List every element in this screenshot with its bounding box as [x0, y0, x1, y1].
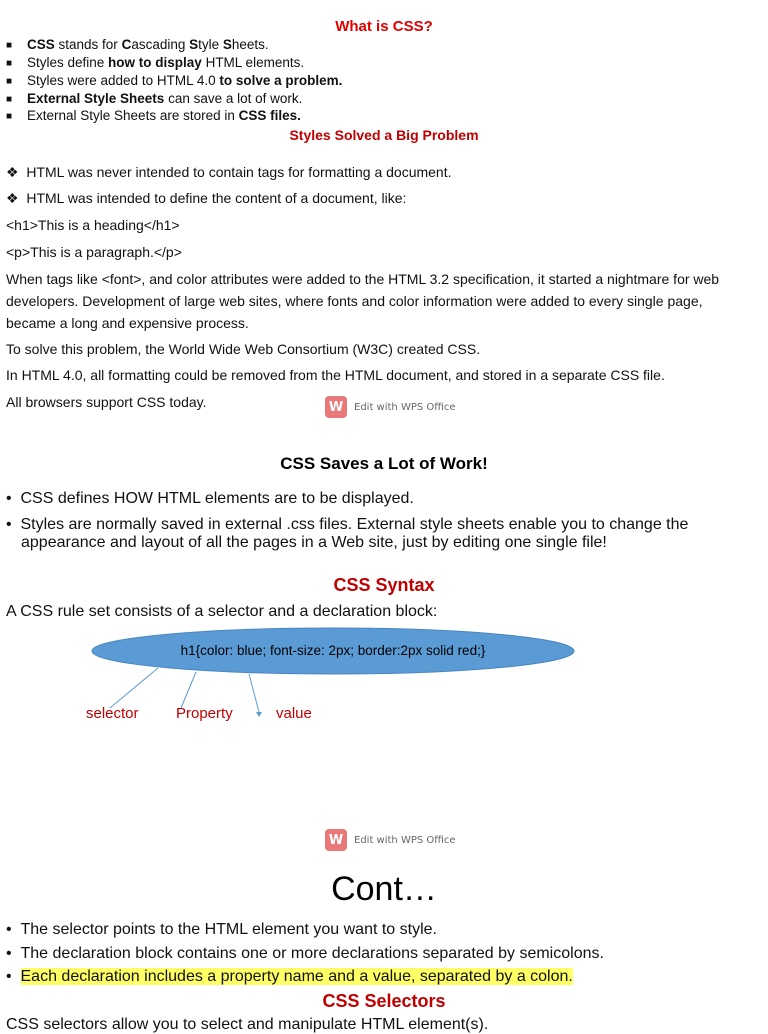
list-item: ■ CSS stands for Cascading Style Sheets. — [6, 37, 269, 52]
styles-solved-title: Styles Solved a Big Problem — [289, 127, 479, 143]
property-label: Property — [176, 705, 233, 722]
rule-code-text: h1{color: blue; font-size: 2px; border:2px solid red;} — [180, 643, 486, 658]
diamond-bullet: ❖ HTML was intended to define the content of a document, like: — [6, 190, 407, 206]
paragraph: All browsers support CSS today. — [6, 394, 207, 410]
paragraph: In HTML 4.0, all formatting could be removed from the HTML document, and stored in a separate CSS file. — [6, 367, 665, 383]
arrow-head-icon — [256, 712, 262, 717]
value-label: value — [276, 705, 312, 722]
list-item: ■ External Style Sheets can save a lot of work. — [6, 91, 303, 106]
what-is-css-title: What is CSS? — [335, 18, 433, 35]
wps-logo-icon: W — [325, 829, 347, 851]
value-pointer-line — [249, 674, 259, 712]
list-item: ■ External Style Sheets are stored in CSS files. — [6, 108, 301, 123]
list-item: ■ Styles define how to display HTML elements. — [6, 55, 305, 70]
syntax-intro: A CSS rule set consists of a selector and a declaration block: — [6, 603, 438, 620]
selector-pointer-line — [110, 668, 158, 708]
list-item: ■ Styles were added to HTML 4.0 to solve a problem. — [6, 73, 343, 88]
wps-logo-icon: W — [325, 396, 347, 418]
list-item: • CSS defines HOW HTML elements are to be displayed. — [6, 490, 414, 507]
wps-watermark[interactable] — [325, 396, 456, 418]
list-item-continuation: appearance and layout of all the pages in a Web site, just by editing one single file! — [21, 534, 607, 551]
list-item: • The declaration block contains one or more declarations separated by semicolons. — [6, 945, 604, 962]
cont-title: Cont… — [331, 870, 437, 908]
selectors-intro: CSS selectors allow you to select and manipulate HTML element(s). — [6, 1016, 489, 1033]
code-example: <h1>This is a heading</h1> — [6, 217, 180, 233]
highlighted-text: Each declaration includes a property name and a value, separated by a colon. — [20, 968, 573, 985]
paragraph: When tags like <font>, and color attributes were added to the HTML 3.2 specification, it started a nightmare for web developers. Development of large web sites, where fonts and color information were added to every single page, became a long and expensive process. — [6, 271, 720, 331]
diamond-icon: ❖ — [6, 164, 19, 180]
list-item: • The selector points to the HTML element you want to style. — [6, 921, 437, 938]
css-saves-title: CSS Saves a Lot of Work! — [280, 454, 488, 473]
paragraph: To solve this problem, the World Wide Web Consortium (W3C) created CSS. — [6, 341, 481, 357]
wps-label: Edit with WPS Office — [354, 834, 456, 846]
diamond-icon: ❖ — [6, 190, 19, 206]
property-pointer-line — [181, 672, 196, 708]
selector-label: selector — [86, 705, 139, 722]
css-syntax-title: CSS Syntax — [333, 575, 435, 595]
list-item: • Styles are normally saved in external .css files. External style sheets enable you to change the — [6, 516, 689, 533]
diamond-bullet: ❖ HTML was never intended to contain tags for formatting a document. — [6, 164, 452, 180]
wps-watermark[interactable] — [325, 829, 456, 851]
wps-label: Edit with WPS Office — [354, 401, 456, 413]
code-example: <p>This is a paragraph.</p> — [6, 244, 182, 260]
list-item: • Each declaration includes a property name and a value, separated by a colon. — [6, 968, 573, 985]
css-selectors-title: CSS Selectors — [322, 991, 446, 1011]
